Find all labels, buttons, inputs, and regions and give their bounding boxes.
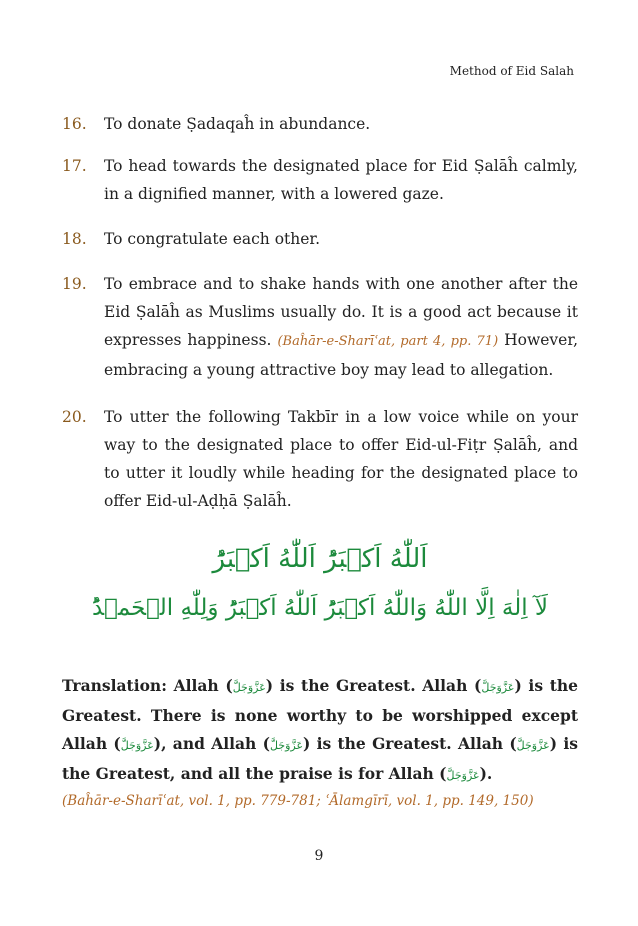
translation-text: ) is the Greatest. Allah ( <box>303 734 517 753</box>
takbir-line-2: لَآ اِلٰهَ اِلَّا اللّٰهُ وَاللّٰهُ اَكۡبَرُؕ اَللّٰهُ اَكۡبَرُؕ وَلِلّٰهِ الۡحَمۡدُؕ <box>91 595 549 621</box>
azza-wa-jal-honorific: عَزَّوَجَلَّ <box>269 739 304 752</box>
source-citation: (Baĥār-e-Sharīʿat, vol. 1, pp. 779-781; ʿĀlamgīrī, vol. 1, pp. 149, 150) <box>62 793 534 809</box>
translation-paragraph <box>62 672 578 790</box>
translation-text: ) is the Greatest, and all the praise is for Allah ( <box>62 734 578 783</box>
translation-text: ) is the Greatest. Allah ( <box>265 676 482 695</box>
item-text-part: However, embracing a young attractive boy may lead to allegation. <box>104 331 578 379</box>
list-item-19 <box>62 270 578 384</box>
item-text: To congratulate each other. <box>104 230 321 248</box>
inline-citation: (Baĥār-e-Sharīʿat, part 4, pp. 71) <box>277 334 499 349</box>
list-item-20 <box>62 403 578 515</box>
item-number: 17. <box>62 157 87 175</box>
translation-text: Translation: Allah ( <box>62 676 233 695</box>
azza-wa-jal-honorific: عَزَّوَجَلَّ <box>481 681 515 694</box>
azza-wa-jal-honorific: عَزَّوَجَلَّ <box>516 739 550 752</box>
list-item-17 <box>62 152 578 208</box>
translation-text: ) is the Greatest. There is none worthy to be worshipped except Allah ( <box>62 676 578 753</box>
list-item-18 <box>62 225 578 253</box>
takbir-line-1: اَللّٰهُ اَكۡبَرُؕ اَللّٰهُ اَكۡبَرُؕ <box>212 544 428 574</box>
item-number: 20. <box>62 408 87 426</box>
page-number: 9 <box>314 848 324 864</box>
item-text: To utter the following Takbīr in a low voice while on your way to the designated place to offer Eid-ul-Fiṭr Ṣalāĥ, and to utter it loudly while heading for the designated place to offer Eid-ul-Aḍḥā Ṣalāĥ. <box>104 408 578 510</box>
item-text <box>104 270 578 384</box>
azza-wa-jal-honorific: عَزَّوَجَلَّ <box>446 769 480 782</box>
list-item-16 <box>62 110 578 138</box>
item-text: To donate Ṣadaqaĥ in abundance. <box>104 115 371 133</box>
item-number: 19. <box>62 275 87 293</box>
azza-wa-jal-honorific: عَزَّوَجَلَّ <box>232 681 266 694</box>
azza-wa-jal-honorific: عَزَّوَجَلَّ <box>120 739 154 752</box>
item-text: To head towards the designated place for Eid Ṣalāĥ calmly, in a dignified manner, with a lowered gaze. <box>104 157 578 203</box>
item-number: 16. <box>62 115 87 133</box>
translation-text: ), and Allah ( <box>153 734 270 753</box>
item-text-part: To embrace and to shake hands with one another after the Eid Ṣalāĥ as Muslims usually do. It is a good act because it expresses happiness. <box>104 275 578 349</box>
item-number: 18. <box>62 230 87 248</box>
translation-text: ). <box>479 764 493 783</box>
running-head: Method of Eid Salah <box>449 64 574 78</box>
